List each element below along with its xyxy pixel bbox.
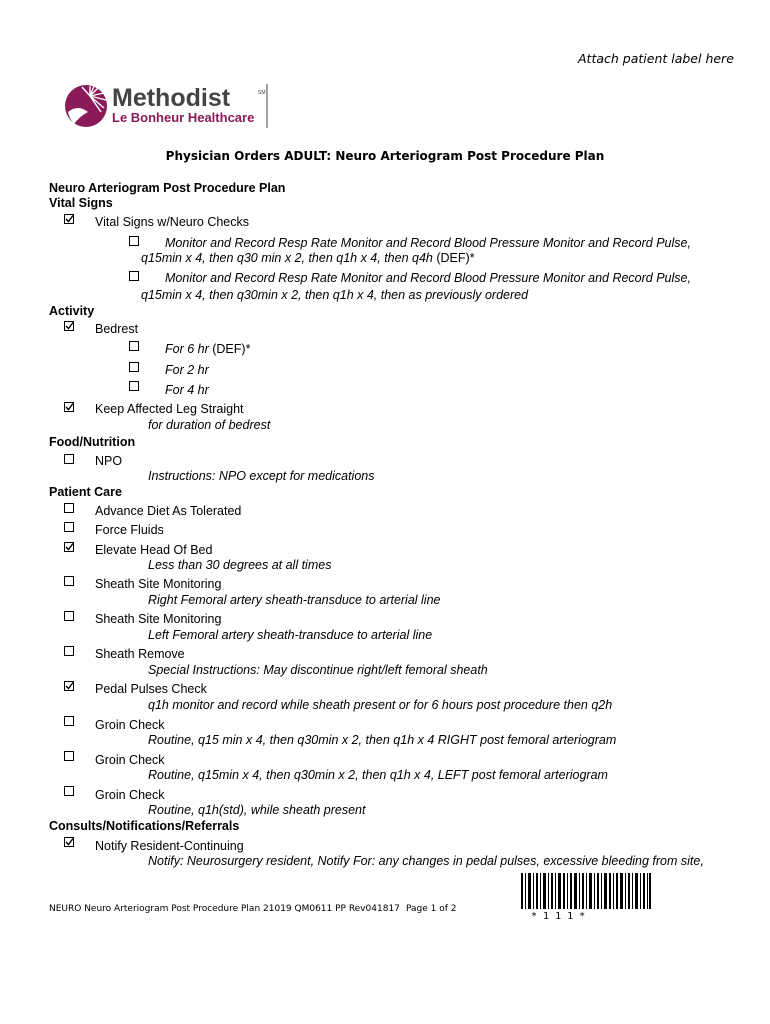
bedrest-2hr-label: For 2 hr bbox=[165, 363, 209, 377]
checkbox-pedal-pulses[interactable] bbox=[64, 681, 74, 691]
item-groin-check-2: Groin Check bbox=[95, 753, 165, 767]
instruction-notify-resident: Notify: Neurosurgery resident, Notify For: any changes in pedal pulses, excessive bleeding from site, bbox=[148, 854, 704, 868]
checkbox-vitals-option-1[interactable] bbox=[129, 236, 139, 246]
checkbox-notify-resident[interactable] bbox=[64, 837, 74, 847]
checkbox-sheath-remove[interactable] bbox=[64, 646, 74, 656]
checkbox-npo[interactable] bbox=[64, 454, 74, 464]
item-advance-diet: Advance Diet As Tolerated bbox=[95, 504, 242, 518]
checkbox-vitals-neuro[interactable] bbox=[64, 214, 74, 224]
vitals-option-1-line1: Monitor and Record Resp Rate Monitor and Record Blood Pressure Monitor and Record Pulse, bbox=[165, 236, 691, 250]
instruction-sheath-remove: Special Instructions: May discontinue right/left femoral sheath bbox=[148, 663, 488, 677]
bedrest-6hr-label: For 6 hr (DEF)* bbox=[165, 342, 251, 356]
vitals-option-1-line2: q15min x 4, then q30 min x 2, then q1h x 4, then q4h (DEF)* bbox=[141, 251, 475, 265]
checkbox-bedrest[interactable] bbox=[64, 321, 74, 331]
methodist-logo bbox=[64, 82, 274, 130]
section-consults: Consults/Notifications/Referrals bbox=[49, 819, 240, 833]
checkbox-sheath-left[interactable] bbox=[64, 611, 74, 621]
item-sheath-left: Sheath Site Monitoring bbox=[95, 612, 222, 626]
instruction-sheath-left: Left Femoral artery sheath-transduce to arterial line bbox=[148, 628, 433, 642]
instruction-groin-check-3: Routine, q1h(std), while sheath present bbox=[148, 803, 366, 817]
checkbox-sheath-right[interactable] bbox=[64, 576, 74, 586]
item-elevate-head: Elevate Head Of Bed bbox=[95, 543, 213, 557]
attach-patient-label: Attach patient label here bbox=[578, 51, 734, 66]
plan-name: Neuro Arteriogram Post Procedure Plan bbox=[49, 181, 286, 195]
checkbox-bedrest-2hr[interactable] bbox=[129, 362, 139, 372]
checkbox-groin-check-1[interactable] bbox=[64, 716, 74, 726]
instruction-sheath-right: Right Femoral artery sheath-transduce to arterial line bbox=[148, 593, 441, 607]
logo-name-text: Methodist bbox=[112, 84, 231, 112]
item-force-fluids: Force Fluids bbox=[95, 523, 164, 537]
barcode bbox=[520, 873, 652, 909]
checkbox-bedrest-6hr[interactable] bbox=[129, 341, 139, 351]
checkbox-groin-check-3[interactable] bbox=[64, 786, 74, 796]
instruction-npo: Instructions: NPO except for medications bbox=[148, 469, 375, 483]
vitals-option-2-line1: Monitor and Record Resp Rate Monitor and Record Blood Pressure Monitor and Record Pulse, bbox=[165, 271, 691, 285]
checkbox-groin-check-2[interactable] bbox=[64, 751, 74, 761]
instruction-pedal-pulses: q1h monitor and record while sheath present or for 6 hours post procedure then q2h bbox=[148, 698, 613, 712]
footer-doc-id: NEURO Neuro Arteriogram Post Procedure Plan 21019 QM0611 PP Rev041817 bbox=[49, 904, 400, 914]
logo-burst-icon bbox=[65, 85, 107, 127]
checkbox-bedrest-4hr[interactable] bbox=[129, 381, 139, 391]
barcode-text: * 1 1 1 * bbox=[531, 911, 586, 922]
checkbox-vitals-option-2[interactable] bbox=[129, 271, 139, 281]
item-notify-resident: Notify Resident-Continuing bbox=[95, 839, 244, 853]
logo-subtitle-text: Le Bonheur Healthcare bbox=[112, 110, 255, 125]
instruction-elevate-head: Less than 30 degrees at all times bbox=[148, 558, 332, 572]
item-npo: NPO bbox=[95, 454, 123, 468]
footer-page-number: Page 1 of 2 bbox=[406, 904, 457, 914]
section-food-nutrition: Food/Nutrition bbox=[49, 435, 136, 449]
item-keep-leg-straight: Keep Affected Leg Straight bbox=[95, 402, 244, 416]
instruction-keep-leg-straight: for duration of bedrest bbox=[148, 418, 271, 432]
item-groin-check-1: Groin Check bbox=[95, 718, 165, 732]
section-vital-signs: Vital Signs bbox=[49, 196, 113, 210]
checkbox-keep-leg-straight[interactable] bbox=[64, 402, 74, 412]
section-patient-care: Patient Care bbox=[49, 485, 122, 499]
item-sheath-right: Sheath Site Monitoring bbox=[95, 577, 222, 591]
page-title: Physician Orders ADULT: Neuro Arteriogram Post Procedure Plan bbox=[165, 149, 605, 163]
bedrest-4hr-label: For 4 hr bbox=[165, 383, 209, 397]
item-groin-check-3: Groin Check bbox=[95, 788, 165, 802]
checkbox-elevate-head[interactable] bbox=[64, 542, 74, 552]
vitals-option-2-line2: q15min x 4, then q30min x 2, then q1h x 4, then as previously ordered bbox=[141, 288, 529, 302]
item-sheath-remove: Sheath Remove bbox=[95, 647, 185, 661]
logo-tm: SM bbox=[258, 90, 266, 96]
instruction-groin-check-1: Routine, q15 min x 4, then q30min x 2, then q1h x 4 RIGHT post femoral arteriogram bbox=[148, 733, 617, 747]
section-activity: Activity bbox=[49, 304, 95, 318]
item-bedrest: Bedrest bbox=[95, 322, 139, 336]
instruction-groin-check-2: Routine, q15min x 4, then q30min x 2, then q1h x 4, LEFT post femoral arteriogram bbox=[148, 768, 608, 782]
item-pedal-pulses: Pedal Pulses Check bbox=[95, 682, 207, 696]
checkbox-force-fluids[interactable] bbox=[64, 522, 74, 532]
item-vitals-neuro: Vital Signs w/Neuro Checks bbox=[95, 215, 250, 229]
checkbox-advance-diet[interactable] bbox=[64, 503, 74, 513]
